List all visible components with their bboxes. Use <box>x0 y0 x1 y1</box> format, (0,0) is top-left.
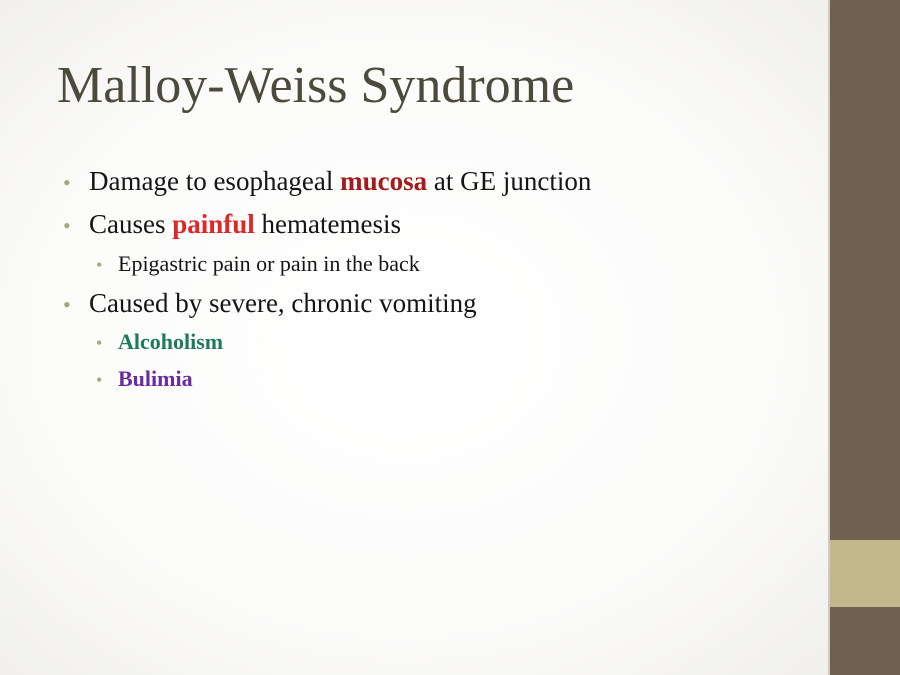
bullet-text: at GE junction <box>427 166 592 196</box>
bullet-text: Causes <box>89 209 173 239</box>
highlight-painful: painful <box>172 209 255 239</box>
bullet-dot-icon: • <box>63 213 71 238</box>
sub-bullet-bulimia <box>96 366 193 392</box>
bullet-text: Caused by severe, chronic vomiting <box>89 288 477 318</box>
slide-title: Malloy-Weiss Syndrome <box>57 57 575 114</box>
bullet-dot-icon: • <box>96 255 103 275</box>
bullet-caused-by <box>63 288 477 319</box>
sub-bullet-epigastric <box>96 251 420 277</box>
decorative-side-accent <box>830 540 900 607</box>
bullet-dot-icon: • <box>63 292 71 317</box>
bullet-dot-icon: • <box>96 333 103 353</box>
bullet-causes <box>63 209 402 240</box>
bullet-damage <box>63 166 592 197</box>
bullet-text: hematemesis <box>254 209 402 239</box>
bullet-dot-icon: • <box>96 370 103 390</box>
bullet-text: Damage to esophageal <box>89 166 341 196</box>
bullet-dot-icon: • <box>63 170 71 195</box>
highlight-bulimia: Bulimia <box>118 366 193 391</box>
bullet-text: Epigastric pain or pain in the back <box>118 251 420 276</box>
sub-bullet-alcoholism <box>96 329 224 355</box>
highlight-alcoholism: Alcoholism <box>118 329 224 354</box>
highlight-mucosa: mucosa <box>340 166 428 196</box>
